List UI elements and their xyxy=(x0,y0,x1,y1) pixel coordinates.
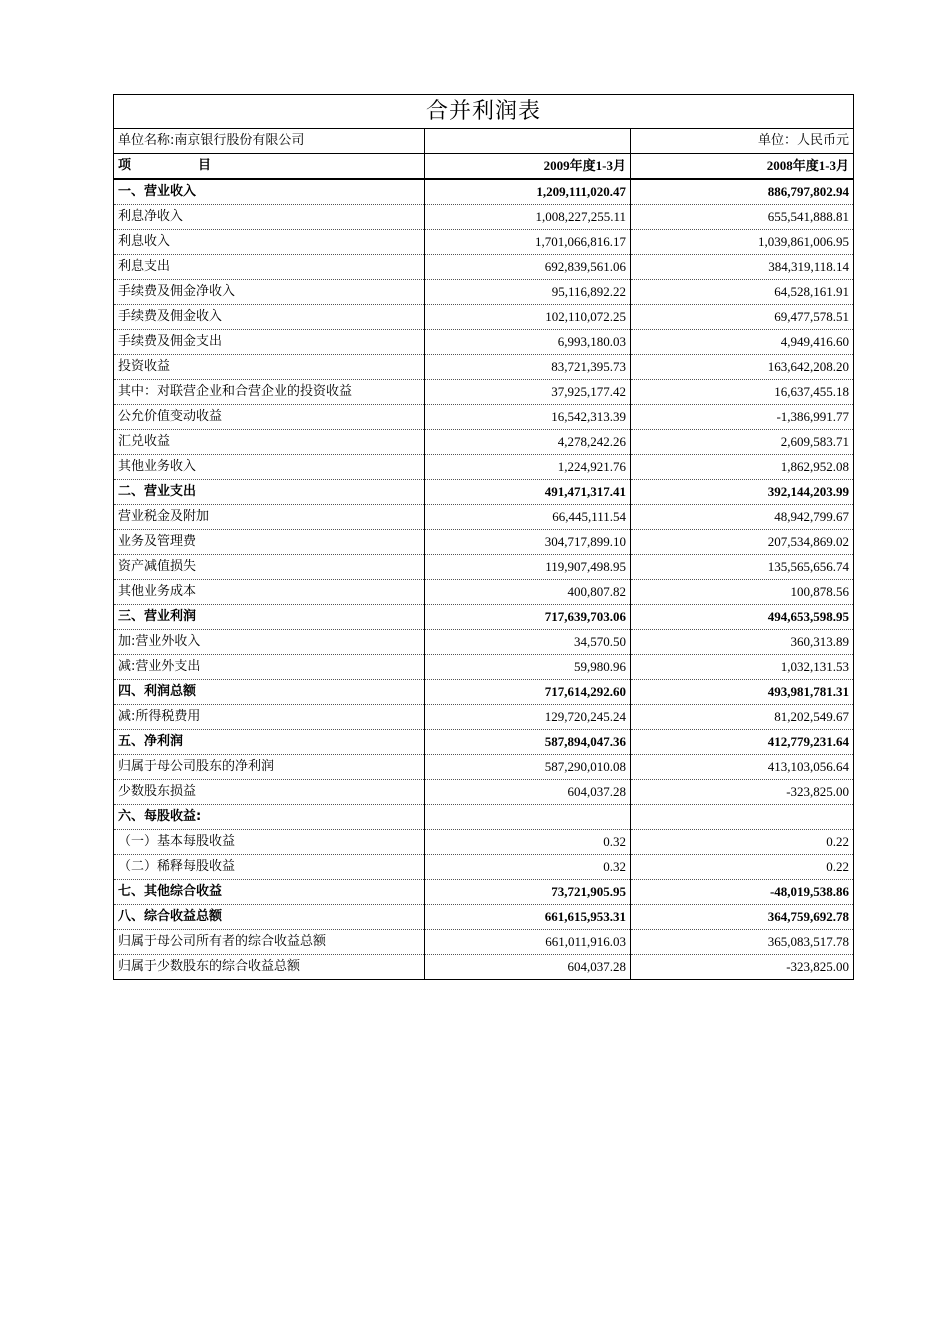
value-2009: 0.32 xyxy=(425,830,631,855)
info-row xyxy=(114,129,854,154)
value-2008: 135,565,656.74 xyxy=(631,555,854,580)
statement-rows xyxy=(114,179,854,980)
table-row xyxy=(114,930,854,955)
value-2008: 1,039,861,006.95 xyxy=(631,230,854,255)
value-2008: 392,144,203.99 xyxy=(631,480,854,505)
currency-unit: 单位：人民币元 xyxy=(631,129,854,154)
value-2009: 73,721,905.95 xyxy=(425,880,631,905)
row-label: 资产减值损失 xyxy=(114,555,425,580)
value-2009: 59,980.96 xyxy=(425,655,631,680)
value-2008 xyxy=(631,805,854,830)
table-row xyxy=(114,630,854,655)
value-2009: 587,894,047.36 xyxy=(425,730,631,755)
value-2009: 37,925,177.42 xyxy=(425,380,631,405)
value-2009: 1,224,921.76 xyxy=(425,455,631,480)
value-2009 xyxy=(425,805,631,830)
table-row xyxy=(114,605,854,630)
value-2009: 717,639,703.06 xyxy=(425,605,631,630)
value-2009: 1,008,227,255.11 xyxy=(425,205,631,230)
info-blank-cell xyxy=(425,129,631,154)
value-2009: 34,570.50 xyxy=(425,630,631,655)
table-row xyxy=(114,880,854,905)
row-label: 其中：对联营企业和合营企业的投资收益 xyxy=(114,380,425,405)
row-label: 六、每股收益: xyxy=(114,805,425,830)
income-statement-sheet xyxy=(113,94,853,980)
row-label: 利息净收入 xyxy=(114,205,425,230)
row-label: 少数股东损益 xyxy=(114,780,425,805)
row-label: 七、其他综合收益 xyxy=(114,880,425,905)
value-2008: -1,386,991.77 xyxy=(631,405,854,430)
row-label: （一）基本每股收益 xyxy=(114,830,425,855)
row-label: 手续费及佣金净收入 xyxy=(114,280,425,305)
row-label: 二、营业支出 xyxy=(114,480,425,505)
row-label: 手续费及佣金支出 xyxy=(114,330,425,355)
table-row xyxy=(114,780,854,805)
value-2008: 1,032,131.53 xyxy=(631,655,854,680)
value-2009: 119,907,498.95 xyxy=(425,555,631,580)
row-label: 归属于母公司所有者的综合收益总额 xyxy=(114,930,425,955)
row-label: 八、综合收益总额 xyxy=(114,905,425,930)
row-label: 其他业务成本 xyxy=(114,580,425,605)
value-2009: 661,615,953.31 xyxy=(425,905,631,930)
value-2008: 64,528,161.91 xyxy=(631,280,854,305)
period-2009-header: 2009年度1-3月 xyxy=(425,154,631,180)
value-2008: 0.22 xyxy=(631,830,854,855)
item-header-part1: 项 xyxy=(118,158,132,173)
value-2008: -323,825.00 xyxy=(631,780,854,805)
value-2008: 69,477,578.51 xyxy=(631,305,854,330)
value-2008: 2,609,583.71 xyxy=(631,430,854,455)
table-row xyxy=(114,230,854,255)
row-label: 减:所得税费用 xyxy=(114,705,425,730)
row-label: 五、净利润 xyxy=(114,730,425,755)
row-label: 利息收入 xyxy=(114,230,425,255)
row-label: 加:营业外收入 xyxy=(114,630,425,655)
value-2009: 102,110,072.25 xyxy=(425,305,631,330)
table-row xyxy=(114,555,854,580)
table-row xyxy=(114,955,854,980)
table-row xyxy=(114,505,854,530)
value-2009: 491,471,317.41 xyxy=(425,480,631,505)
table-row xyxy=(114,755,854,780)
value-2008: 412,779,231.64 xyxy=(631,730,854,755)
table-row xyxy=(114,280,854,305)
value-2009: 692,839,561.06 xyxy=(425,255,631,280)
value-2009: 83,721,395.73 xyxy=(425,355,631,380)
row-label: 公允价值变动收益 xyxy=(114,405,425,430)
table-row xyxy=(114,730,854,755)
value-2008: 364,759,692.78 xyxy=(631,905,854,930)
value-2009: 661,011,916.03 xyxy=(425,930,631,955)
table-row xyxy=(114,405,854,430)
value-2009: 604,037.28 xyxy=(425,955,631,980)
row-label: 其他业务收入 xyxy=(114,455,425,480)
row-label: 归属于少数股东的综合收益总额 xyxy=(114,955,425,980)
value-2008: 4,949,416.60 xyxy=(631,330,854,355)
row-label: 手续费及佣金收入 xyxy=(114,305,425,330)
value-2009: 4,278,242.26 xyxy=(425,430,631,455)
row-label: 业务及管理费 xyxy=(114,530,425,555)
income-statement-table xyxy=(113,94,854,980)
row-label: 营业税金及附加 xyxy=(114,505,425,530)
table-row xyxy=(114,305,854,330)
value-2008: 0.22 xyxy=(631,855,854,880)
row-label: 三、营业利润 xyxy=(114,605,425,630)
value-2009: 400,807.82 xyxy=(425,580,631,605)
value-2009: 16,542,313.39 xyxy=(425,405,631,430)
table-row xyxy=(114,705,854,730)
row-label: 减:营业外支出 xyxy=(114,655,425,680)
value-2009: 304,717,899.10 xyxy=(425,530,631,555)
row-label: 利息支出 xyxy=(114,255,425,280)
value-2008: -323,825.00 xyxy=(631,955,854,980)
value-2009: 95,116,892.22 xyxy=(425,280,631,305)
value-2008: 493,981,781.31 xyxy=(631,680,854,705)
table-row xyxy=(114,355,854,380)
table-row xyxy=(114,530,854,555)
value-2009: 0.32 xyxy=(425,855,631,880)
report-title: 合并利润表 xyxy=(114,95,854,129)
value-2008: 413,103,056.64 xyxy=(631,755,854,780)
value-2009: 1,209,111,020.47 xyxy=(425,179,631,205)
value-2008: 207,534,869.02 xyxy=(631,530,854,555)
value-2008: 360,313.89 xyxy=(631,630,854,655)
row-label: 一、营业收入 xyxy=(114,179,425,205)
table-row xyxy=(114,830,854,855)
value-2008: 384,319,118.14 xyxy=(631,255,854,280)
table-row xyxy=(114,655,854,680)
value-2008: 163,642,208.20 xyxy=(631,355,854,380)
value-2009: 1,701,066,816.17 xyxy=(425,230,631,255)
value-2008: 494,653,598.95 xyxy=(631,605,854,630)
table-row xyxy=(114,430,854,455)
table-row xyxy=(114,330,854,355)
table-row xyxy=(114,380,854,405)
period-2008-header: 2008年度1-3月 xyxy=(631,154,854,180)
table-row xyxy=(114,480,854,505)
value-2009: 587,290,010.08 xyxy=(425,755,631,780)
row-label: 汇兑收益 xyxy=(114,430,425,455)
item-column-header xyxy=(114,154,425,180)
table-row xyxy=(114,580,854,605)
table-row xyxy=(114,805,854,830)
table-row xyxy=(114,855,854,880)
table-row xyxy=(114,905,854,930)
company-name: 单位名称:南京银行股份有限公司 xyxy=(114,129,425,154)
table-row xyxy=(114,205,854,230)
title-row xyxy=(114,95,854,129)
value-2008: 81,202,549.67 xyxy=(631,705,854,730)
row-label: 投资收益 xyxy=(114,355,425,380)
value-2009: 717,614,292.60 xyxy=(425,680,631,705)
value-2009: 6,993,180.03 xyxy=(425,330,631,355)
row-label: 归属于母公司股东的净利润 xyxy=(114,755,425,780)
value-2009: 129,720,245.24 xyxy=(425,705,631,730)
value-2008: 365,083,517.78 xyxy=(631,930,854,955)
row-label: 四、利润总额 xyxy=(114,680,425,705)
item-header-part2: 目 xyxy=(198,158,212,173)
value-2008: 655,541,888.81 xyxy=(631,205,854,230)
value-2008: 48,942,799.67 xyxy=(631,505,854,530)
table-row xyxy=(114,455,854,480)
column-header-row xyxy=(114,154,854,180)
value-2009: 604,037.28 xyxy=(425,780,631,805)
row-label: （二）稀释每股收益 xyxy=(114,855,425,880)
value-2008: 1,862,952.08 xyxy=(631,455,854,480)
table-row xyxy=(114,179,854,205)
value-2008: 886,797,802.94 xyxy=(631,179,854,205)
value-2008: 16,637,455.18 xyxy=(631,380,854,405)
value-2009: 66,445,111.54 xyxy=(425,505,631,530)
table-row xyxy=(114,255,854,280)
table-row xyxy=(114,680,854,705)
value-2008: 100,878.56 xyxy=(631,580,854,605)
value-2008: -48,019,538.86 xyxy=(631,880,854,905)
